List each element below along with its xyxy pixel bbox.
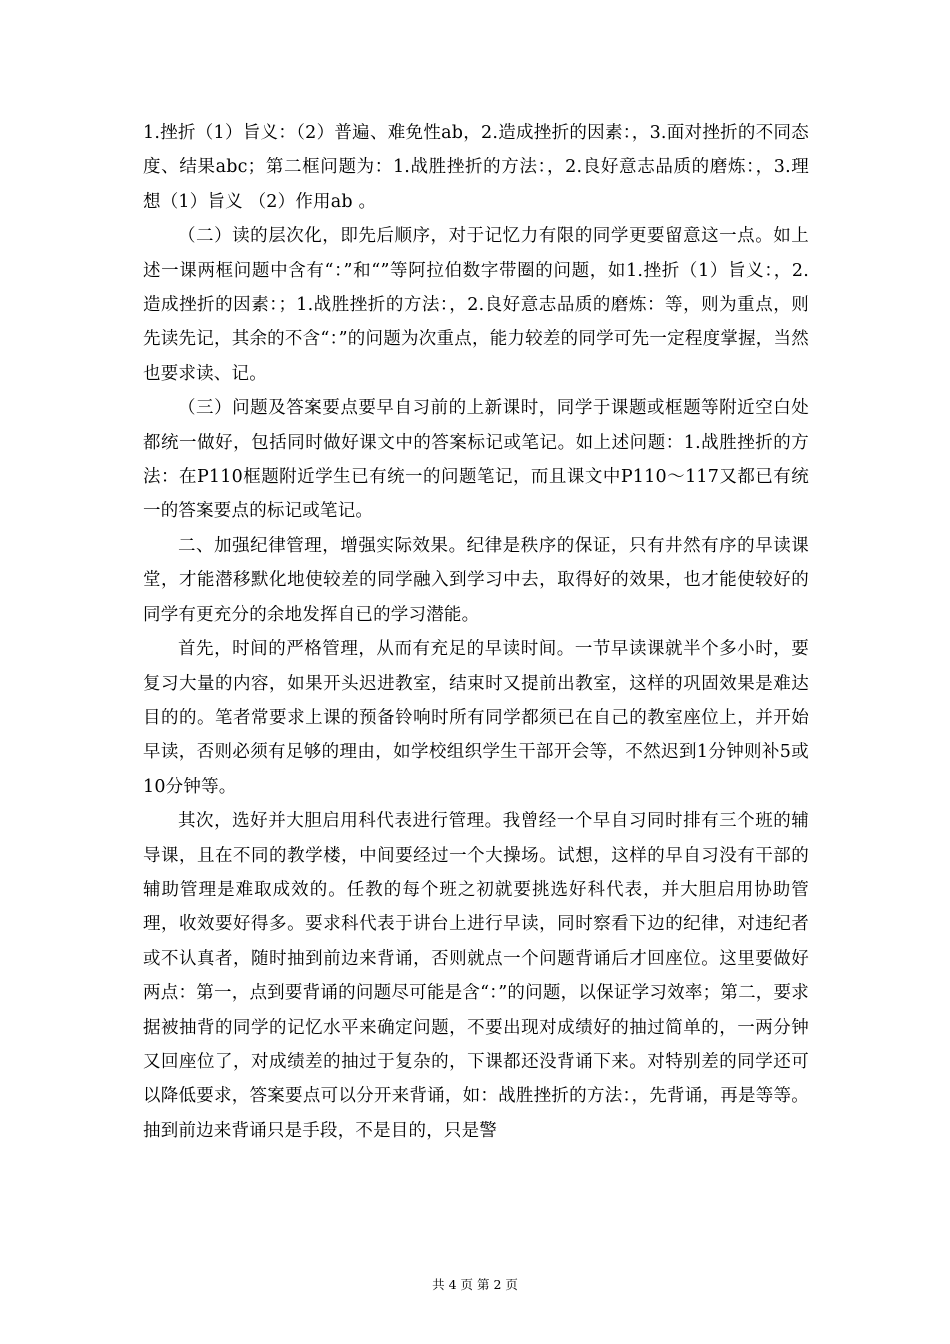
- paragraph-answer-notes: （三）问题及答案要点要早自习前的上新课时，同学于课题或框题等附近空白处都统一做好，包括同时做好课文中的答案标记或笔记。如上述问题：1.战胜挫折的方法：在P110框题附近学生已有统一的问题笔记，而且课文中P110～117又都已有统一的答案要点的标记或笔记。: [143, 398, 809, 522]
- document-body: [143, 116, 809, 1148]
- paragraph-reading-order: （二）读的层次化，即先后顺序，对于记忆力有限的同学更要留意这一点。如上述一课两框问题中含有“：”和“”等阿拉伯数字带圈的问题，如1.挫折（1）旨义：，2.造成挫折的因素：；1.战胜挫折的方法：，2.良好意志品质的磨炼：等，则为重点，则先读先记，其余的不含“：”的问题为次重点，能力较差的同学可先一定程度掌握，当然也要求读、记。: [143, 226, 809, 384]
- page-footer: 共 4 页 第 2 页: [432, 1277, 518, 1292]
- paragraph-discipline: 二、加强纪律管理，增强实际效果。纪律是秩序的保证，只有井然有序的早读课堂，才能潜移默化地使较差的同学融入到学习中去，取得好的效果，也才能使较好的同学有更充分的余地发挥自已的学习潜能。: [143, 535, 809, 625]
- paragraph-class-representative: 其次，选好并大胆启用科代表进行管理。我曾经一个早自习同时排有三个班的辅导课，且在不同的教学楼，中间要经过一个大操场。试想，这样的早自习没有干部的辅助管理是难取成效的。任教的每个班之初就要挑选好科代表，并大胆启用协助管理，收效要好得多。要求科代表于讲台上进行早读，同时察看下边的纪律，对违纪者或不认真者，随时抽到前边来背诵，否则就点一个问题背诵后才回座位。这里要做好两点：第一，点到要背诵的问题尽可能是含“：”的问题，以保证学习效率；第二，要求据被抽背的同学的记忆水平来确定问题，不要出现对成绩好的抽过简单的，一两分钟又回座位了，对成绩差的抽过于复杂的，下课都还没背诵下来。对特别差的同学还可以降低要求，答案要点可以分开来背诵，如：战胜挫折的方法：，先背诵，再是等等。抽到前边来背诵只是手段，不是目的，只是警: [143, 811, 809, 1141]
- paragraph-continuation: 1.挫折（1）旨义：（2）普遍、难免性ab，2.造成挫折的因素：，3.面对挫折的不同态度、结果abc；第二框问题为：1.战胜挫折的方法：，2.良好意志品质的磨炼：，3.理想（1）旨义 （2）作用ab 。: [143, 123, 809, 212]
- paragraph-time-management: 首先，时间的严格管理，从而有充足的早读时间。一节早读课就半个多小时，要复习大量的内容，如果开头迟进教室，结束时又提前出教室，这样的巩固效果是难达目的的。笔者常要求上课的预备铃响时所有同学都须已在自己的教室座位上，并开始早读，否则必须有足够的理由，如学校组织学生干部开会等，不然迟到1分钟则补5或10分钟等。: [143, 639, 809, 797]
